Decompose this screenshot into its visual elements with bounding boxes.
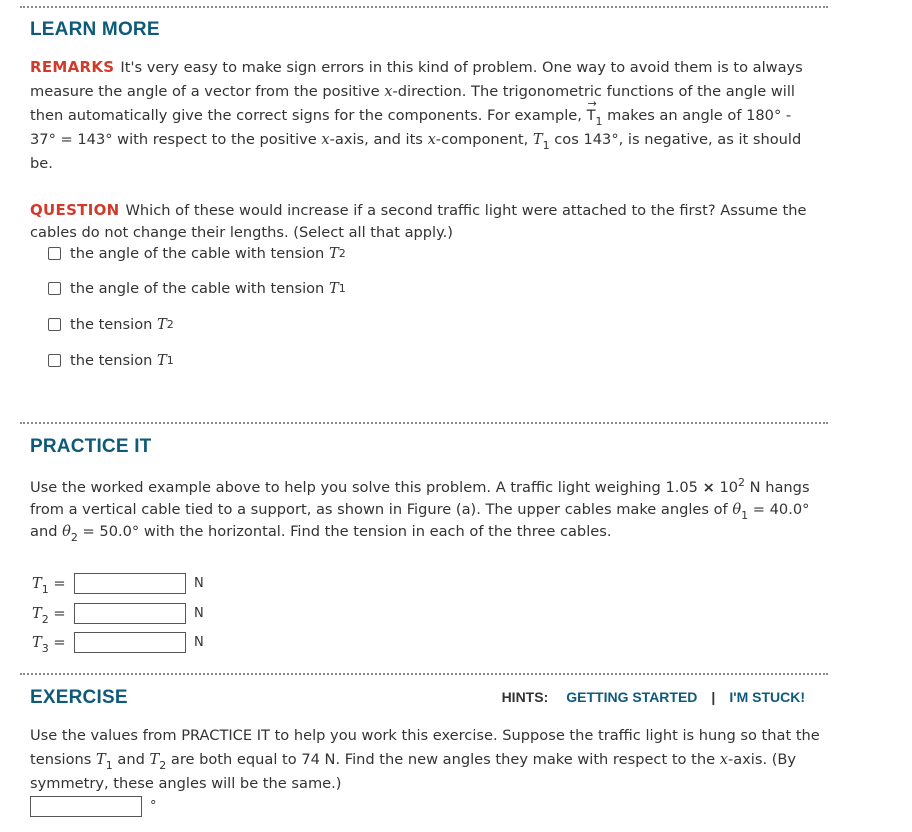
learn-more-heading: LEARN MORE — [30, 19, 160, 40]
practice-heading: PRACTICE IT — [30, 436, 152, 457]
remarks-paragraph: REMARKS It's very easy to make sign errors in this kind of problem. One way to avoid them is to always measure the angle of a vector from the positive x-direction. The trigonometric functions of the angle will then automatically give the correct signs for the components. For example, → $T_1$ makes an angle of 180° - 37° = 143° with respect to the positive x-axis, and its x-component, $T_1$ cos 143°, is negative, as it should be. — [30, 58, 803, 172]
tension-t2-input[interactable] — [74, 603, 186, 624]
question-tag: QUESTION — [30, 201, 120, 219]
checkbox[interactable] — [48, 247, 61, 260]
section-divider — [20, 6, 828, 8]
checkbox[interactable] — [48, 354, 61, 367]
answer-row-t2: $T_2$ = N — [32, 605, 204, 626]
checkbox[interactable] — [48, 282, 61, 295]
angle-input[interactable] — [30, 796, 142, 817]
im-stuck-link[interactable]: I'M STUCK! — [729, 689, 805, 705]
option-angle-t1[interactable]: the angle of the cable with tension T 1 — [48, 280, 346, 297]
practice-paragraph: Use the worked example above to help you solve this problem. A traffic light weighing $1.05 \times 10^2$ N hangs from a vertical cable tied to a support, as shown in Figure (a). The upper cables make angles of $\theta_1 = 40.0^\circ$ and $\theta_2 = 50.0^\circ$ with the horizontal. Find the tension in each of the three cables. — [30, 476, 810, 544]
section-divider — [20, 422, 828, 424]
answer-row-t3: $T_3$ = N — [32, 634, 204, 655]
question-paragraph: QUESTION Which of these would increase if a second traffic light were attached to the first? Assume the cables do not change their lengths. (Select all that apply.) — [30, 201, 807, 241]
vector-T1: → $T_1$ — [586, 97, 603, 128]
remarks-tag: REMARKS — [30, 58, 115, 76]
tension-t3-input[interactable] — [74, 632, 186, 653]
hints-label: HINTS: — [501, 689, 549, 705]
option-tension-t2[interactable]: the tension T 2 — [48, 316, 174, 333]
answer-row-t1: $T_1$ = N — [32, 575, 204, 596]
exercise-answer-row: ° — [30, 796, 157, 817]
checkbox[interactable] — [48, 318, 61, 331]
hints-bar: HINTS: GETTING STARTED | I'M STUCK! — [501, 689, 805, 705]
option-angle-t2[interactable]: the angle of the cable with tension T 2 — [48, 245, 346, 262]
tension-t1-input[interactable] — [74, 573, 186, 594]
exercise-heading: EXERCISE — [30, 687, 128, 708]
exercise-paragraph: Use the values from PRACTICE IT to help you work this exercise. Suppose the traffic light is hung so that the tensions $T_1$ and $T_2$ are both equal to 74 N. Find the new angles they make with respect to the x-axis. (By symmetry, these angles will be the same.) — [30, 727, 820, 792]
getting-started-link[interactable]: GETTING STARTED — [566, 689, 698, 705]
option-tension-t1[interactable]: the tension T 1 — [48, 352, 174, 369]
section-divider — [20, 673, 828, 675]
